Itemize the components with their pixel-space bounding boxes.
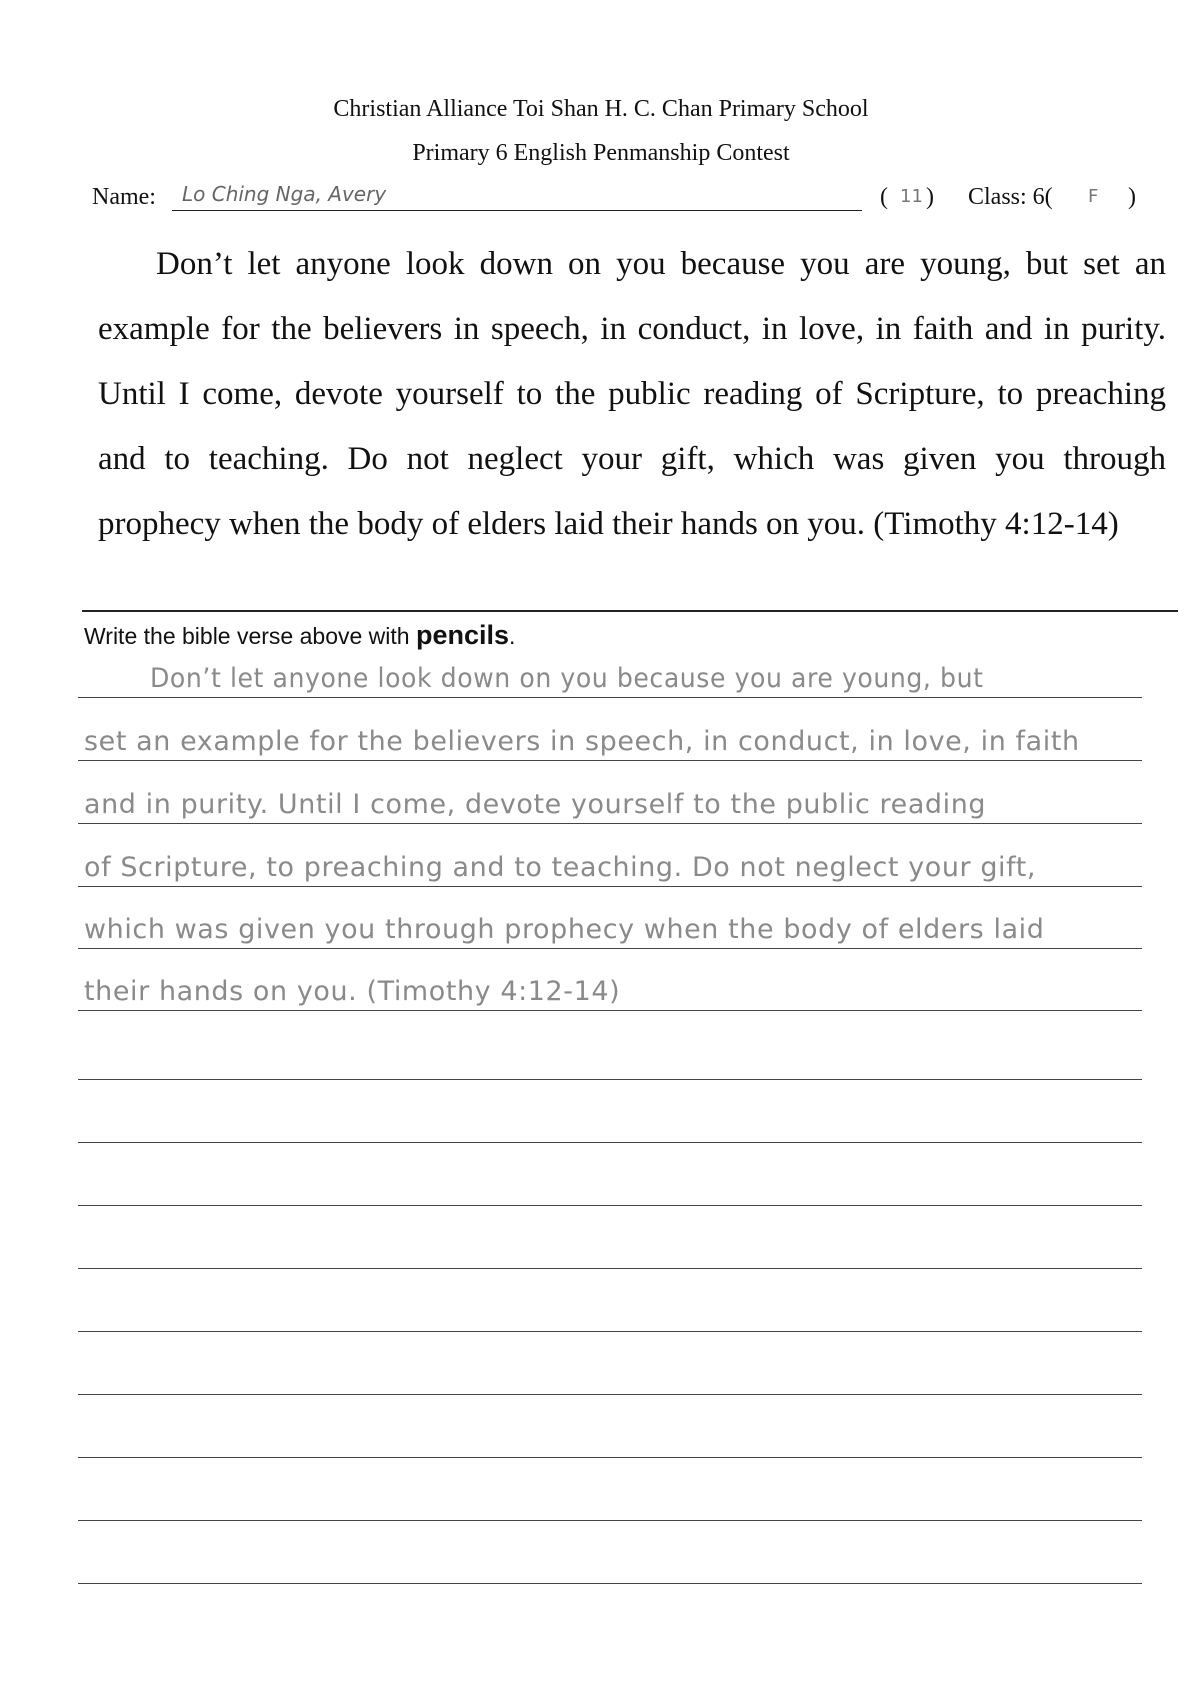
handwritten-line: Don’t let anyone look down on you because you are young, but <box>150 663 984 694</box>
instruction-suffix: . <box>509 623 516 649</box>
handwritten-line: which was given you through prophecy when the body of elders laid <box>84 914 1045 945</box>
writing-line <box>78 1268 1142 1269</box>
writing-line <box>78 1331 1142 1332</box>
school-name: Christian Alliance Toi Shan H. C. Chan Primary School <box>333 96 869 122</box>
contest-name: Primary 6 English Penmanship Contest <box>412 140 790 166</box>
writing-line <box>78 1205 1142 1206</box>
writing-line <box>78 948 1142 949</box>
student-name-handwritten: Lo Ching Nga, Avery <box>182 182 387 206</box>
writing-line <box>78 1142 1142 1143</box>
bible-verse-text: Don’t let anyone look down on you because you are young, but set an example for the believers in speech, in conduct, in love, in faith and in purity. Until I come, devote yourself to the public reading of Scripture, to preaching and to teaching. Do not neglect your gift, which was given you through prophecy when the body of elders laid their hands on you. (Timothy 4:12-14) <box>98 246 1166 542</box>
class-number-handwritten: 11 <box>900 186 923 207</box>
handwritten-line: of Scripture, to preaching and to teaching. Do not neglect your gift, <box>84 852 1037 883</box>
class-label: Class: 6( <box>968 184 1053 210</box>
writing-line <box>78 1520 1142 1521</box>
handwritten-line: set an example for the believers in speech, in conduct, in love, in faith <box>84 726 1080 757</box>
number-paren-close: ) <box>926 184 934 210</box>
writing-line <box>78 1079 1142 1080</box>
handwritten-line: their hands on you. (Timothy 4:12-14) <box>84 976 621 1007</box>
instruction-prefix: Write the bible verse above with <box>84 623 416 649</box>
handwritten-line: and in purity. Until I come, devote yourself to the public reading <box>84 789 987 820</box>
writing-line <box>78 1457 1142 1458</box>
name-label: Name: <box>92 184 156 210</box>
writing-line <box>78 886 1142 887</box>
class-paren-close: ) <box>1128 184 1136 210</box>
writing-line <box>78 1394 1142 1395</box>
class-value-handwritten: F <box>1088 186 1099 207</box>
writing-line <box>78 697 1142 698</box>
writing-line <box>78 1583 1142 1584</box>
writing-line <box>78 823 1142 824</box>
number-paren-open: ( <box>880 184 888 210</box>
instruction-emphasis: pencils <box>415 620 510 650</box>
writing-line <box>78 760 1142 761</box>
writing-line <box>78 1010 1142 1011</box>
